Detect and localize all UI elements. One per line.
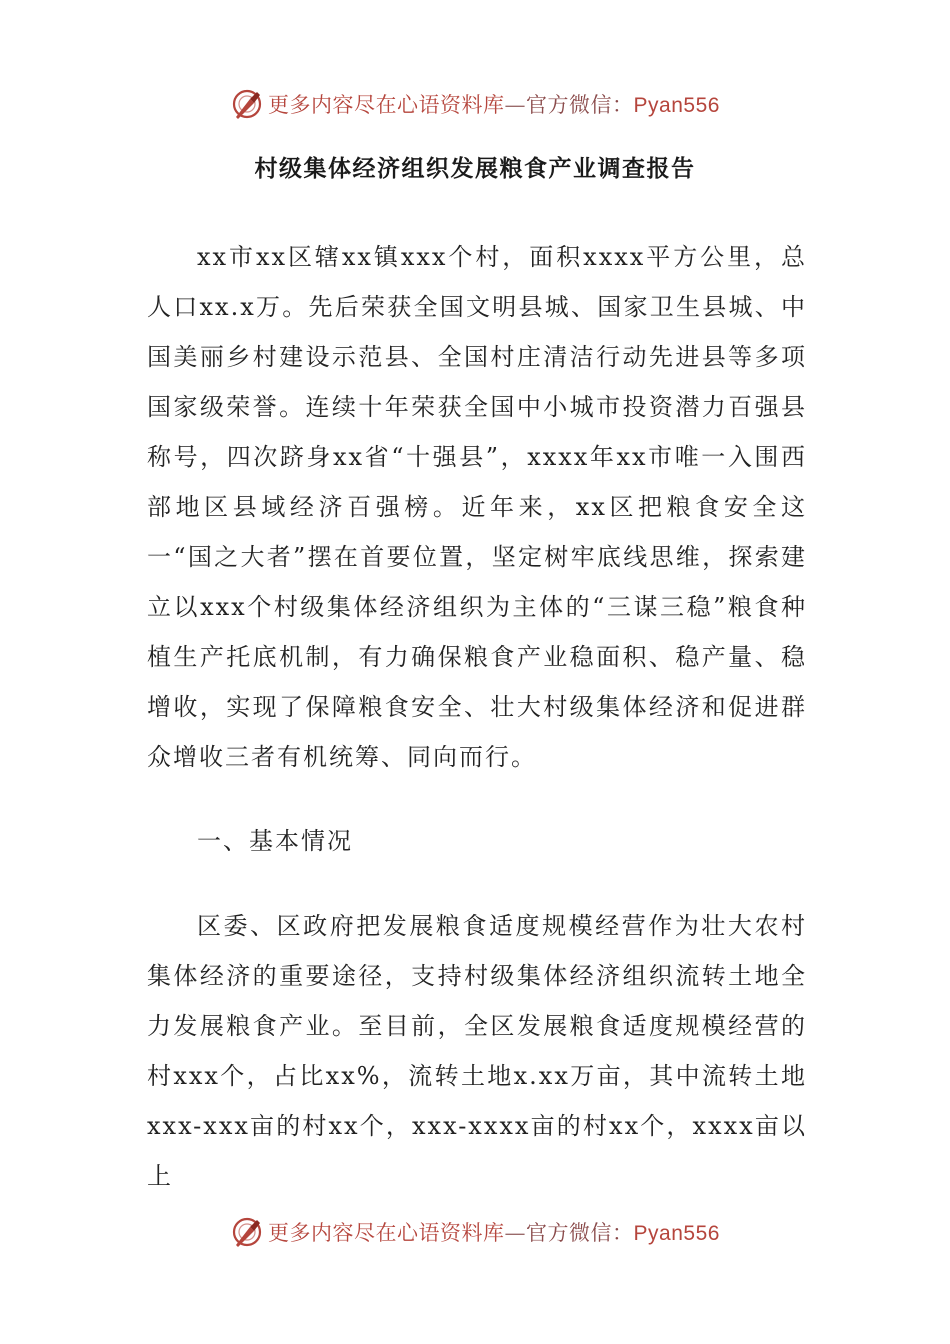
paragraph-intro: xx市xx区辖xx镇xxx个村，面积xxxx平方公里，总人口xx.x万。先后荣获全国文明县城、国家卫生县城、中国美丽乡村建设示范县、全国村庄清洁行动先进县等多项国家级荣誉。连续十年荣获全国中小城市投资潜力百强县称号，四次跻身xx省“十强县”，xxxx年xx市唯一入围西部地区县域经济百强榜。近年来，xx区把粮食安全这一“国之大者”摆在首要位置，坚定树牢底线思维，探索建立以xxx个村级集体经济组织为主体的“三谋三稳”粮食种植生产托底机制，有力确保粮食产业稳面积、稳产量、稳增收，实现了保障粮食安全、壮大村级集体经济和促进群众增收三者有机统筹、同向而行。 — [147, 243, 807, 771]
header-watermark-banner — [0, 84, 950, 124]
banner-wechat-id: Pyan556 — [633, 1222, 720, 1245]
pen-nib-logo-icon — [230, 1215, 264, 1249]
paragraph-basic-situation: 区委、区政府把发展粮食适度规模经营作为壮大农村集体经济的重要途径，支持村级集体经济组织流转土地全力发展粮食产业。至目前，全区发展粮食适度规模经营的村xxx个，占比xx%，流转土地x.xx万亩，其中流转土地xxx-xxx亩的村xx个，xxx-xxxx亩的村xx个，xxxx亩以上 — [147, 912, 807, 1190]
banner-brand: 更多内容尽在心语资料库 — [268, 1221, 505, 1245]
pen-nib-logo-icon — [230, 87, 264, 121]
banner-text — [268, 89, 720, 119]
banner-wechat-label: 官方微信： — [526, 1221, 634, 1245]
footer-watermark-banner — [0, 1212, 950, 1252]
banner-wechat-id: Pyan556 — [633, 94, 720, 117]
document-title: 村级集体经济组织发展粮食产业调查报告 — [254, 156, 696, 182]
banner-dash: — — [504, 1221, 527, 1245]
banner-dash: — — [504, 93, 527, 117]
banner-brand: 更多内容尽在心语资料库 — [268, 93, 505, 117]
section-heading-basic-situation: 一、基本情况 — [197, 827, 353, 855]
banner-text — [268, 1217, 720, 1247]
banner-wechat-label: 官方微信： — [526, 93, 634, 117]
